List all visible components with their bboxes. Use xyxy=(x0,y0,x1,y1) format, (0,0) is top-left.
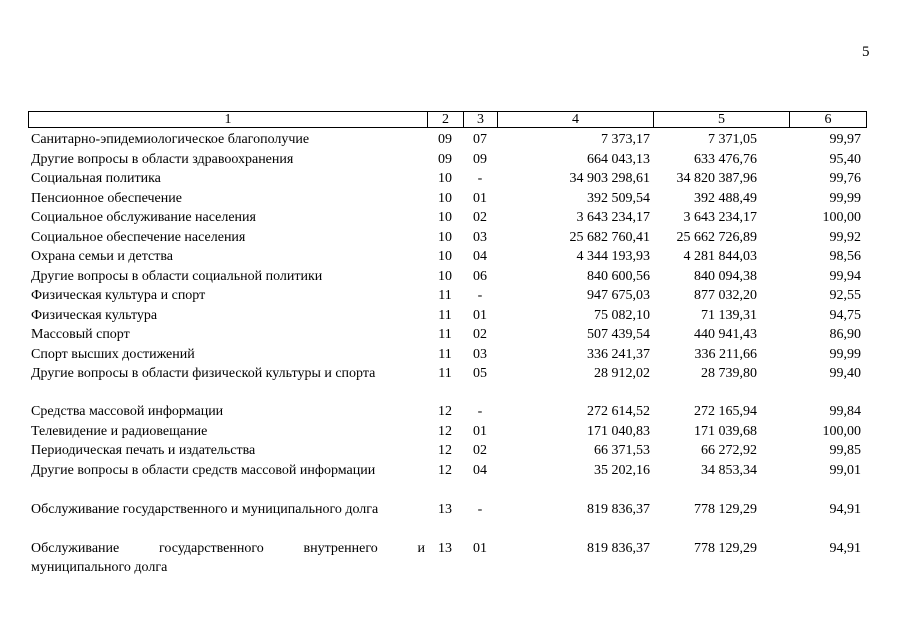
row-name: Социальная политика xyxy=(31,171,161,186)
row-percent: 99,99 xyxy=(829,190,861,206)
table-row xyxy=(0,189,905,209)
table-row xyxy=(0,364,905,384)
row-actual: 3 643 234,17 xyxy=(683,210,757,225)
row-percent: 94,91 xyxy=(829,541,861,556)
table-row xyxy=(0,345,905,365)
row-subsection: 07 xyxy=(473,132,487,147)
row-subsection: 01 xyxy=(473,307,487,323)
row-percent: 99,92 xyxy=(829,229,861,245)
row-percent: 99,84 xyxy=(829,404,861,419)
row-section: 11 xyxy=(438,346,452,362)
row-name: Спорт высших достижений xyxy=(31,346,195,362)
row-percent: 99,94 xyxy=(829,268,861,284)
row-name: Охрана семьи и детства xyxy=(31,249,173,264)
row-subsection: 05 xyxy=(473,366,487,381)
table-row xyxy=(0,247,905,267)
row-percent: 99,40 xyxy=(829,366,861,381)
row-planned: 336 241,37 xyxy=(587,346,650,362)
row-actual: 34 853,34 xyxy=(701,463,757,478)
header-col-1: 1 xyxy=(224,112,232,127)
row-name: Пенсионное обеспечение xyxy=(31,190,182,206)
table-row xyxy=(0,461,905,481)
row-planned: 947 675,03 xyxy=(587,288,650,303)
row-name: Социальное обеспечение населения xyxy=(31,229,246,245)
row-subsection: 02 xyxy=(473,443,487,458)
row-section: 10 xyxy=(438,249,452,264)
row-percent: 100,00 xyxy=(822,424,861,439)
row-name: Обслуживание государственного и муниципального долга xyxy=(31,502,379,517)
table-row xyxy=(0,228,905,248)
row-section: 11 xyxy=(438,307,452,323)
row-percent: 92,55 xyxy=(829,288,861,303)
row-name: Другие вопросы в области средств массовой информации xyxy=(31,463,376,478)
row-section: 11 xyxy=(438,327,452,342)
row-percent: 86,90 xyxy=(829,327,861,342)
header-col-5: 5 xyxy=(653,112,789,127)
row-actual: 633 476,76 xyxy=(694,151,757,167)
row-section: 12 xyxy=(438,404,452,419)
table-row xyxy=(0,325,905,345)
row-name: Другие вопросы в области здравоохранения xyxy=(31,151,294,167)
row-planned: 75 082,10 xyxy=(594,307,650,323)
table-row xyxy=(0,441,905,461)
row-planned: 34 903 298,61 xyxy=(569,171,650,186)
row-subsection: - xyxy=(477,502,483,517)
header-col-6: 6 xyxy=(789,112,866,127)
row-planned: 171 040,83 xyxy=(587,424,650,439)
table-row xyxy=(0,130,905,150)
table-row xyxy=(0,402,905,422)
row-actual: 171 039,68 xyxy=(694,424,757,439)
row-name: Физическая культура xyxy=(31,307,158,323)
row-section: 12 xyxy=(438,443,452,458)
row-percent: 94,75 xyxy=(829,307,861,323)
row-section: 12 xyxy=(438,424,452,439)
row-name: Обслуживание государственного внутреннего и xyxy=(31,541,425,556)
row-percent: 94,91 xyxy=(829,502,861,517)
row-percent: 99,76 xyxy=(829,171,861,186)
row-planned: 392 509,54 xyxy=(587,190,650,206)
row-percent: 95,40 xyxy=(829,151,861,167)
row-actual: 877 032,20 xyxy=(694,288,757,303)
table-row xyxy=(0,306,905,326)
row-planned: 819 836,37 xyxy=(587,541,650,556)
row-name: Санитарно-эпидемиологическое благополучие xyxy=(31,132,310,147)
row-planned: 507 439,54 xyxy=(587,327,650,342)
table-row xyxy=(0,208,905,228)
row-subsection: 06 xyxy=(473,268,487,284)
row-percent: 99,99 xyxy=(829,346,861,362)
row-planned: 7 373,17 xyxy=(601,132,650,147)
row-name: Телевидение и радиовещание xyxy=(31,424,208,439)
row-subsection: - xyxy=(477,404,483,419)
row-percent: 99,85 xyxy=(829,443,861,458)
row-planned: 4 344 193,93 xyxy=(576,249,650,264)
row-subsection: 01 xyxy=(473,541,487,556)
table-row xyxy=(0,422,905,442)
row-section: 09 xyxy=(438,151,452,167)
table-row xyxy=(0,267,905,287)
row-name: Периодическая печать и издательства xyxy=(31,443,256,458)
row-subsection: - xyxy=(477,288,483,303)
table-row xyxy=(0,286,905,306)
row-subsection: 03 xyxy=(473,229,487,245)
row-planned: 272 614,52 xyxy=(587,404,650,419)
row-name: Другие вопросы в области физической культуры и спорта xyxy=(31,366,376,381)
row-actual: 34 820 387,96 xyxy=(676,171,757,186)
row-subsection: 09 xyxy=(473,151,487,167)
row-percent: 99,01 xyxy=(829,463,861,478)
page-number: 5 xyxy=(862,44,870,60)
row-name: Физическая культура и спорт xyxy=(31,288,206,303)
row-planned: 3 643 234,17 xyxy=(576,210,650,225)
row-percent: 100,00 xyxy=(822,210,861,225)
row-subsection: 02 xyxy=(473,210,487,225)
row-section: 10 xyxy=(438,210,452,225)
table-row xyxy=(0,169,905,189)
row-section: 13 xyxy=(438,541,452,556)
row-actual: 7 371,05 xyxy=(708,132,757,147)
row-subsection: 03 xyxy=(473,346,487,362)
row-actual: 840 094,38 xyxy=(694,268,757,284)
row-section: 09 xyxy=(438,132,452,147)
row-actual: 440 941,43 xyxy=(694,327,757,342)
row-subsection: - xyxy=(477,171,483,186)
row-planned: 664 043,13 xyxy=(587,151,650,167)
row-actual: 336 211,66 xyxy=(694,346,757,362)
row-planned: 28 912,02 xyxy=(594,366,650,381)
table-row xyxy=(0,150,905,170)
row-planned: 25 682 760,41 xyxy=(569,229,650,245)
header-col-2: 2 xyxy=(427,112,463,127)
row-subsection: 01 xyxy=(473,424,487,439)
row-section: 10 xyxy=(438,190,452,206)
row-subsection: 01 xyxy=(473,190,487,206)
row-actual: 66 272,92 xyxy=(701,443,757,458)
row-name: Средства массовой информации xyxy=(31,404,224,419)
row-subsection: 04 xyxy=(473,463,487,478)
row-percent: 98,56 xyxy=(829,249,861,264)
row-name: Социальное обслуживание населения xyxy=(31,210,256,225)
header-col-4: 4 xyxy=(497,112,653,127)
row-section: 13 xyxy=(438,502,452,517)
table-row xyxy=(0,539,905,579)
row-planned: 840 600,56 xyxy=(587,268,650,284)
row-planned: 66 371,53 xyxy=(594,443,650,458)
table-row xyxy=(0,500,905,520)
table-header xyxy=(28,111,867,128)
row-name-continued: муниципального долга xyxy=(31,560,168,575)
row-subsection: 02 xyxy=(473,327,487,342)
row-name: Другие вопросы в области социальной политики xyxy=(31,268,323,284)
row-section: 10 xyxy=(438,268,452,284)
row-section: 10 xyxy=(438,229,452,245)
row-actual: 28 739,80 xyxy=(701,366,757,381)
row-subsection: 04 xyxy=(473,249,487,264)
row-section: 11 xyxy=(438,366,452,381)
header-col-3: 3 xyxy=(463,112,497,127)
row-actual: 778 129,29 xyxy=(694,541,757,556)
row-percent: 99,97 xyxy=(829,132,861,147)
row-section: 10 xyxy=(438,171,452,186)
row-actual: 71 139,31 xyxy=(701,307,757,323)
row-actual: 778 129,29 xyxy=(694,502,757,517)
row-section: 12 xyxy=(438,463,452,478)
row-planned: 819 836,37 xyxy=(587,502,650,517)
row-section: 11 xyxy=(438,288,452,303)
row-actual: 272 165,94 xyxy=(694,404,757,419)
row-actual: 4 281 844,03 xyxy=(683,249,757,264)
row-planned: 35 202,16 xyxy=(594,463,650,478)
row-name: Массовый спорт xyxy=(31,327,130,342)
row-actual: 25 662 726,89 xyxy=(676,229,757,245)
row-actual: 392 488,49 xyxy=(694,190,757,206)
